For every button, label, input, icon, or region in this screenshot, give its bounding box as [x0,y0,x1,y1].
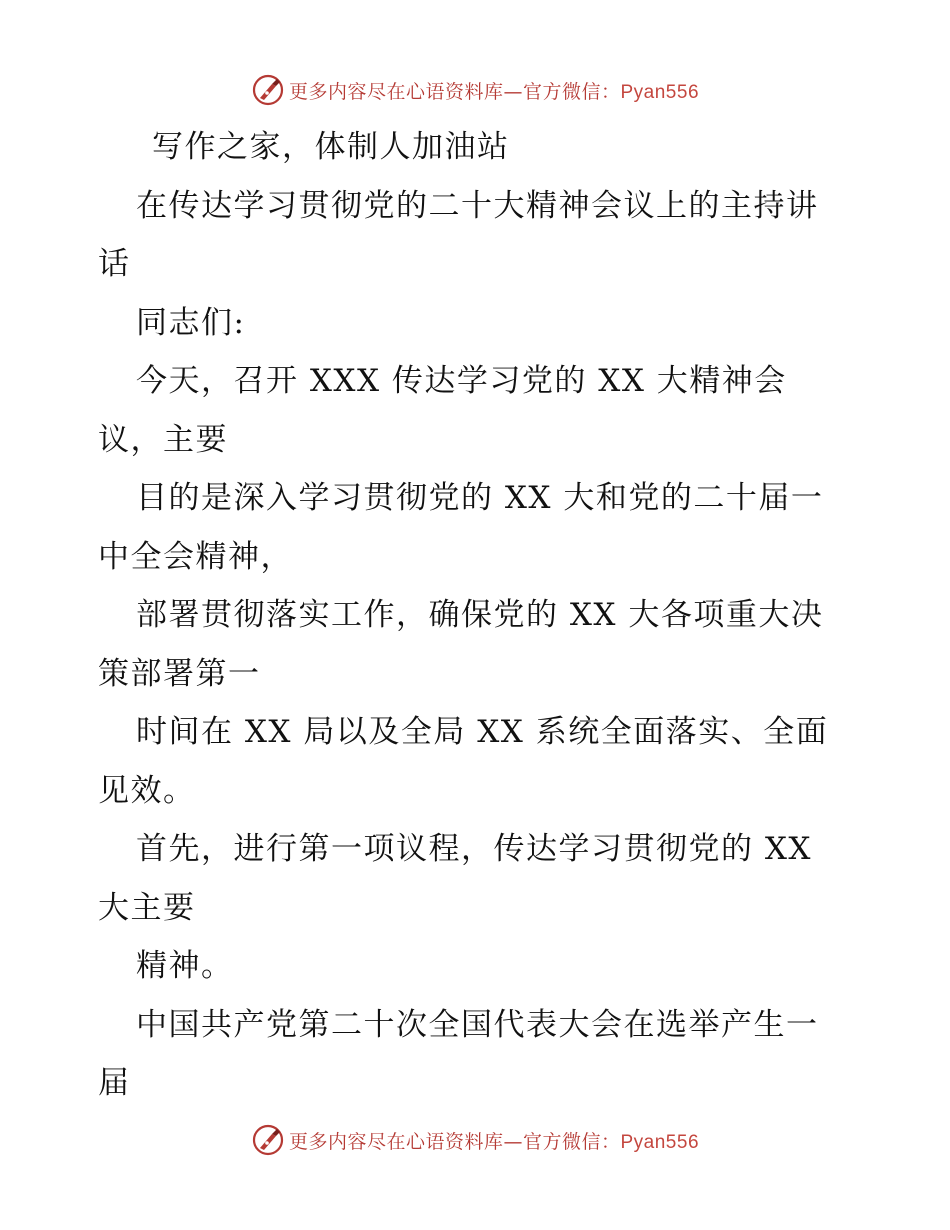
separator: — [503,1130,523,1153]
watermark-text [289,1127,699,1154]
text-line: 中国共产党第二十次全国代表大会在选举产生一 [136,1006,819,1043]
brand-text: 更多内容尽在心语资料库 [288,80,504,103]
wechat-id: Pyan556 [620,1131,700,1153]
text-line: 大主要 [98,889,196,926]
document-title: 在传达学习贯彻党的二十大精神会议上的主持讲 [136,187,819,224]
pen-nib-logo-icon [251,73,285,107]
pen-nib-logo-icon [251,1123,285,1157]
brand-text: 更多内容尽在心语资料库 [288,1130,504,1153]
salutation: 同志们: [136,304,246,341]
wechat-label: 官方微信： [522,80,621,103]
text-line: 中全会精神， [98,538,293,575]
separator: — [503,80,523,103]
header-watermark-banner [0,70,950,110]
text-line: 话 [98,246,131,282]
text-line: 届 [98,1065,131,1101]
document-body [98,118,858,1113]
wechat-id: Pyan556 [620,81,700,103]
site-slogan: 写作之家，体制人加油站 [152,129,510,165]
footer-watermark-banner [0,1120,950,1160]
text-line: 议，主要 [98,421,228,458]
text-line: 今天，召开 XXX 传达学习党的 XX 大精神会 [136,363,787,399]
text-line: 策部署第一 [98,655,261,692]
watermark-text [289,77,699,104]
text-line: 见效。 [98,772,196,809]
text-line: 目的是深入学习贯彻党的 XX 大和党的二十届一 [136,480,824,516]
text-line: 时间在 XX 局以及全局 XX 系统全面落实、全面 [136,714,829,750]
wechat-label: 官方微信： [522,1130,621,1153]
text-line: 精神。 [136,948,234,984]
text-line: 部署贯彻落实工作，确保党的 XX 大各项重大决 [136,597,824,633]
text-line: 首先，进行第一项议程，传达学习贯彻党的 XX [136,831,812,867]
